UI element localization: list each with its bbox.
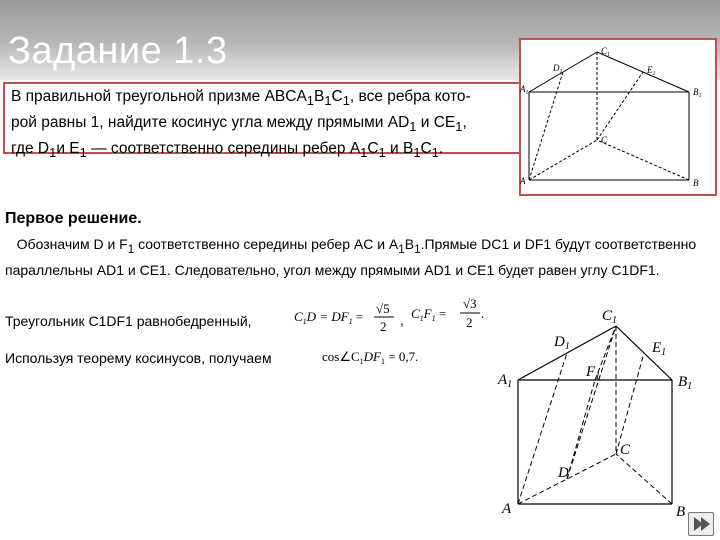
- task-text: ,: [462, 114, 467, 132]
- subscript: 1: [455, 119, 463, 135]
- subscript: 1: [398, 242, 405, 256]
- solution-text: B: [404, 236, 415, 252]
- label-f1: $F_1$: [586, 364, 601, 382]
- task-line-2: [11, 112, 556, 138]
- subscript: 1: [413, 145, 421, 161]
- task-text: .: [438, 140, 444, 158]
- subscript: 1: [360, 145, 368, 161]
- prism-figure-small: [519, 38, 717, 196]
- label-e1: $E_1$: [652, 340, 667, 358]
- label-c1: $C_1$: [601, 46, 611, 58]
- fraction-numerator: √3: [463, 296, 477, 311]
- label-d1: $D_1$: [554, 334, 570, 352]
- label-b: B: [693, 178, 699, 188]
- subscript: 1: [49, 145, 57, 161]
- formula-c1d-df1: [292, 295, 402, 337]
- task-text: рой равны 1, найдите косинус угла между прямыми AD: [11, 114, 410, 132]
- label-a1: $A_1$: [520, 84, 529, 96]
- svg-text:C1F1 =: $C_1F_1$ =: [411, 306, 447, 323]
- formula-cos-result: [320, 344, 455, 368]
- subscript: 1: [414, 242, 421, 256]
- solution-text: .Прямые DC1 и DF1 будут соответственно параллельны AD1 и CE1. Следовательно, угол между прямыми AD1 и CE1 будет равен углу C1DF1.: [5, 236, 697, 278]
- label-a1: $A_1$: [498, 372, 513, 390]
- fraction-numerator: √5: [376, 301, 390, 316]
- slide-title: Задание 1.3: [8, 30, 228, 72]
- label-d: D: [558, 465, 569, 481]
- task-line-3: [11, 138, 556, 164]
- subscript: 1: [324, 93, 332, 109]
- solution-paragraph: [5, 234, 705, 280]
- fraction-denominator: 2: [466, 315, 473, 330]
- label-c: C: [601, 135, 608, 145]
- svg-text:.: .: [481, 306, 485, 321]
- subscript: 1: [79, 145, 87, 161]
- formula-separator: ,: [400, 312, 404, 328]
- task-text: и E: [56, 140, 80, 158]
- label-e1: $E_1$: [647, 65, 656, 77]
- task-text: — соответственно середины ребер A: [86, 140, 361, 158]
- label-b1: $B_1$: [693, 87, 702, 99]
- subscript: 1: [306, 93, 314, 109]
- svg-text:C1D = DF1 =: $C_1D = DF_1$ =: [294, 309, 364, 326]
- solution-text: Обозначим D и F: [16, 236, 128, 252]
- label-c1: $C_1$: [602, 308, 618, 326]
- task-text: и CE: [416, 114, 456, 132]
- label-c: C: [620, 442, 631, 458]
- task-statement: [3, 82, 564, 161]
- fraction-denominator: 2: [380, 319, 387, 334]
- subscript: 1: [127, 242, 135, 256]
- cosine-theorem-statement: Используя теорему косинусов, получаем: [5, 350, 272, 366]
- prism-figure-large: [496, 296, 706, 528]
- task-text: В правильной треугольной призме ABCA: [11, 88, 307, 105]
- task-text: C: [420, 140, 432, 158]
- task-text: и B: [385, 140, 414, 158]
- solution-text: соответственно середины ребер AC и A: [134, 236, 399, 252]
- svg-text:cos∠C1DF1 = 0,7.: $\cos\angle C_1DF_1 = 0,7$.: [322, 349, 419, 366]
- task-text: C: [331, 88, 343, 105]
- label-b1: $B_1$: [678, 374, 693, 392]
- solution-heading: Первое решение.: [5, 210, 142, 227]
- subscript: 1: [409, 119, 417, 135]
- task-text: где D: [11, 140, 50, 158]
- subscript: 1: [342, 93, 350, 109]
- slide-nav-icon[interactable]: [688, 512, 714, 536]
- task-text: , все ребра кото-: [349, 88, 471, 105]
- label-d1: $D_1$: [553, 63, 563, 75]
- subscript: 1: [378, 145, 386, 161]
- task-text: C: [367, 140, 379, 158]
- isosceles-statement: Треугольник C1DF1 равнобедренный,: [5, 313, 252, 329]
- label-a: A: [502, 501, 512, 517]
- task-line-1: [11, 86, 556, 112]
- label-b: B: [676, 504, 686, 520]
- task-text: B: [313, 88, 325, 105]
- label-a: A: [520, 176, 526, 186]
- subscript: 1: [431, 145, 439, 161]
- formula-c1f1: [405, 292, 487, 334]
